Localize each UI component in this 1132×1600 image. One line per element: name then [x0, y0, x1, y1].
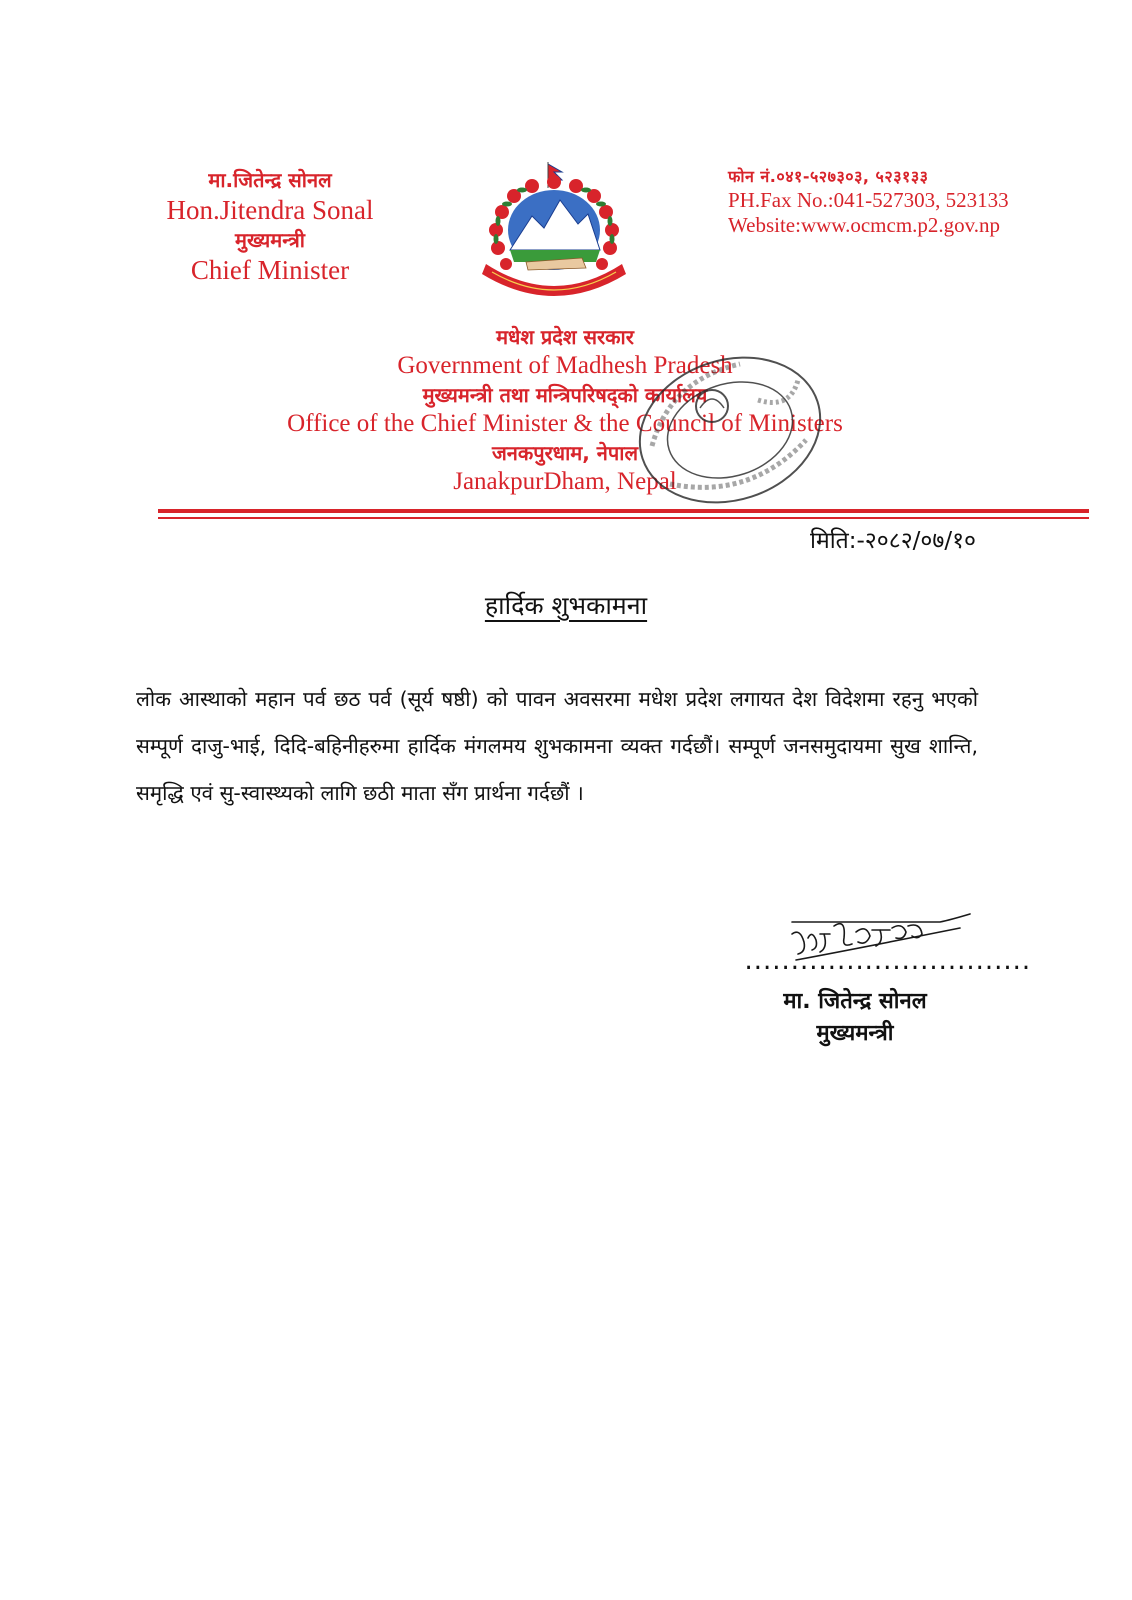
header-divider — [158, 509, 1089, 513]
office-name-en: Office of the Chief Minister & the Council of Ministers — [287, 410, 843, 437]
gov-name-en: Government of Madhesh Pradesh — [397, 352, 733, 379]
signatory-title: मुख्यमन्त्री — [816, 1021, 894, 1046]
letter-heading-text: हार्दिक शुभकामना — [484, 591, 648, 620]
signatory-block — [720, 986, 990, 1050]
phone-en: PH.Fax No.:041-527303, 523133 — [728, 188, 1009, 212]
sender-name-np: मा.जितेन्द्र सोनल — [208, 168, 332, 192]
official-seal-icon — [630, 350, 830, 510]
nepal-emblem-icon — [470, 158, 638, 308]
letter-date: मिति:-२०८२/०७/१० — [809, 528, 976, 554]
place-np: जनकपुरधाम, नेपाल — [491, 441, 639, 465]
office-name-np: मुख्यमन्त्री तथा मन्त्रिपरिषद्को कार्यालय — [422, 383, 708, 407]
contact-block — [728, 166, 1048, 238]
header-divider-thin — [158, 517, 1089, 519]
sender-name-en: Hon.Jitendra Sonal — [166, 195, 374, 225]
signature-line: ............................... — [742, 950, 1029, 975]
sender-title-en: Chief Minister — [190, 255, 350, 285]
sender-block — [140, 166, 400, 286]
phone-np: फोन नं.०४१-५२७३०३, ५२३१३३ — [728, 167, 929, 186]
sender-title-np: मुख्यमन्त्री — [235, 228, 305, 252]
gov-name-np: मधेश प्रदेश सरकार — [496, 325, 634, 349]
letter-body: लोक आस्थाको महान पर्व छठ पर्व (सूर्य षष्ठी) को पावन अवसरमा मधेश प्रदेश लगायत देश विदेशमा रहनु भएको सम्पूर्ण दाजु-भाई, दिदि-बहिनीहरुमा हार्दिक मंगलमय शुभकामना व्यक्त गर्दछौं। सम्पूर्ण जनसमुदायमा सुख शान्ति, समृद्धि एवं सु-स्वास्थ्यको लागि छठी माता सँग प्रार्थना गर्दछौं । — [136, 687, 978, 805]
place-en: JanakpurDham, Nepal — [453, 468, 677, 495]
letter-heading — [0, 588, 1132, 622]
website: Website:www.ocmcm.p2.gov.np — [728, 213, 1001, 237]
signatory-name: मा. जितेन्द्र सोनल — [783, 989, 927, 1014]
